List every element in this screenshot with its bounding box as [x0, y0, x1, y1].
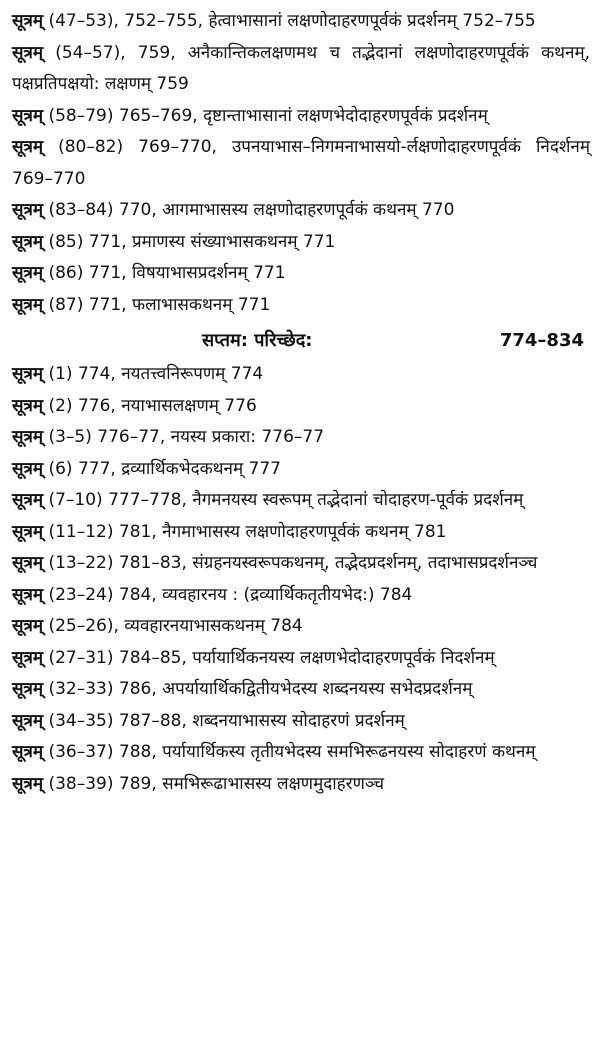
entry-label: सूत्रम्	[12, 773, 44, 794]
index-entry	[12, 454, 590, 486]
entry-label: सूत्रम्	[12, 200, 44, 220]
entry-text: (85) 771, प्रमाणस्य संख्याभासकथनम् 771	[48, 231, 336, 252]
entry-label: सूत्रम्	[12, 395, 44, 416]
entry-label: सूत्रम्	[12, 742, 44, 762]
entry-label: सूत्रम्	[12, 553, 44, 573]
entry-label: सूत्रम्	[12, 616, 44, 636]
index-entry	[12, 258, 590, 290]
entry-label: सूत्रम्	[12, 231, 44, 252]
entry-text: (3–5) 776–77, नयस्य प्रकारा: 776–77	[48, 427, 325, 447]
entry-label: सूत्रम्	[12, 427, 44, 447]
entry-label: सूत्रम्	[12, 364, 44, 384]
entry-text: (80–82) 769–770, उपनयाभास–निगमनाभासयो-र्लक्षणोदाहरणपूर्वकं निदर्शनम् 769–770	[12, 137, 591, 189]
entry-text: (7–10) 777–778, नैगमनयस्य स्वरूपम् तद्भेदानां चोदाहरण-पूर्वकं प्रदर्शनम्	[48, 490, 524, 510]
entry-text: (47–53), 752–755, हेत्वाभासानां लक्षणोदाहरणपूर्वकं प्रदर्शनम् 752–755	[48, 11, 536, 31]
entry-label: सूत्रम्	[12, 42, 44, 63]
entry-text: (36–37) 788, पर्यायार्थिकस्य तृतीयभेदस्य समभिरूढनयस्य सोदाहरणं कथनम्	[48, 742, 536, 762]
index-entry	[12, 290, 590, 322]
entry-list-bottom	[12, 359, 590, 800]
index-entry	[12, 6, 590, 38]
entry-text: (54–57), 759, अनैकान्तिकलक्षणमथ च तद्भेदानां लक्षणोदाहरणपूर्वकं कथनम्, पक्षप्रतिपक्षयो: लक्षणम् 759	[12, 42, 591, 94]
entry-text: (83–84) 770, आगमाभासस्य लक्षणोदाहरणपूर्वकं कथनम् 770	[48, 200, 455, 220]
entry-text: (27–31) 784–85, पर्यायार्थिकनयस्य लक्षणभेदोदाहरणपूर्वकं निदर्शनम्	[48, 647, 495, 668]
entry-text: (11–12) 781, नैगमाभासस्य लक्षणोदाहरणपूर्वकं कथनम् 781	[48, 521, 447, 542]
entry-text: (25–26), व्यवहारनयाभासकथनम् 784	[48, 616, 303, 636]
entry-text: (13–22) 781–83, संग्रहनयस्वरूपकथनम्, तद्भेदप्रदर्शनम्, तदाभासप्रदर्शनञ्च	[48, 553, 538, 573]
index-entry	[12, 485, 590, 517]
index-entry	[12, 737, 590, 769]
entry-label: सूत्रम्	[12, 105, 44, 126]
index-entry	[12, 674, 590, 706]
index-entry	[12, 359, 590, 391]
entry-text: (87) 771, फलाभासकथनम् 771	[48, 294, 271, 315]
entry-label: सूत्रम्	[12, 137, 44, 157]
entry-label: सूत्रम्	[12, 584, 44, 605]
entry-text: (34–35) 787–88, शब्दनयाभासस्य सोदाहरणं प्रदर्शनम्	[48, 710, 405, 731]
entry-label: सूत्रम्	[12, 294, 44, 315]
index-entry	[12, 548, 590, 580]
index-entry	[12, 38, 590, 101]
entry-label: सूत्रम्	[12, 521, 44, 542]
index-entry	[12, 611, 590, 643]
entry-label: सूत्रम्	[12, 710, 44, 731]
entry-text: (1) 774, नयतत्त्वनिरूपणम् 774	[48, 364, 264, 384]
entry-label: सूत्रम्	[12, 679, 44, 699]
index-entry	[12, 195, 590, 227]
entry-label: सूत्रम्	[12, 263, 44, 283]
entry-text: (2) 776, नयाभासलक्षणम् 776	[48, 395, 257, 416]
index-entry	[12, 517, 590, 549]
index-entry	[12, 227, 590, 259]
index-entry	[12, 643, 590, 675]
entry-text: (23–24) 784, व्यवहारनय : (द्रव्यार्थिकतृतीयभेद:) 784	[48, 584, 413, 605]
section-heading	[12, 325, 590, 357]
entry-text: (58–79) 765–769, दृष्टान्ताभासानां लक्षणभेदोदाहरणपूर्वकं प्रदर्शनम्	[48, 105, 488, 126]
entry-text: (86) 771, विषयाभासप्रदर्शनम् 771	[48, 263, 286, 283]
entry-text: (32–33) 786, अपर्यायार्थिकद्वितीयभेदस्य शब्दनयस्य सभेदप्रदर्शनम्	[48, 679, 473, 699]
entry-label: सूत्रम्	[12, 458, 44, 479]
entry-text: (6) 777, द्रव्यार्थिकभेदकथनम् 777	[48, 458, 281, 479]
index-entry	[12, 706, 590, 738]
section-title: सप्तम: परिच्छेद:	[202, 330, 313, 351]
index-entry	[12, 132, 590, 195]
entry-list-top	[12, 6, 590, 321]
index-entry	[12, 391, 590, 423]
entry-label: सूत्रम्	[12, 647, 44, 668]
index-entry	[12, 101, 590, 133]
entry-label: सूत्रम्	[12, 490, 44, 510]
index-entry	[12, 580, 590, 612]
entry-text: (38–39) 789, समभिरूढाभासस्य लक्षणमुदाहरणञ्च	[48, 773, 385, 794]
index-entry	[12, 422, 590, 454]
section-page-range: 774–834	[499, 330, 584, 351]
index-entry	[12, 769, 590, 801]
entry-label: सूत्रम्	[12, 11, 44, 31]
